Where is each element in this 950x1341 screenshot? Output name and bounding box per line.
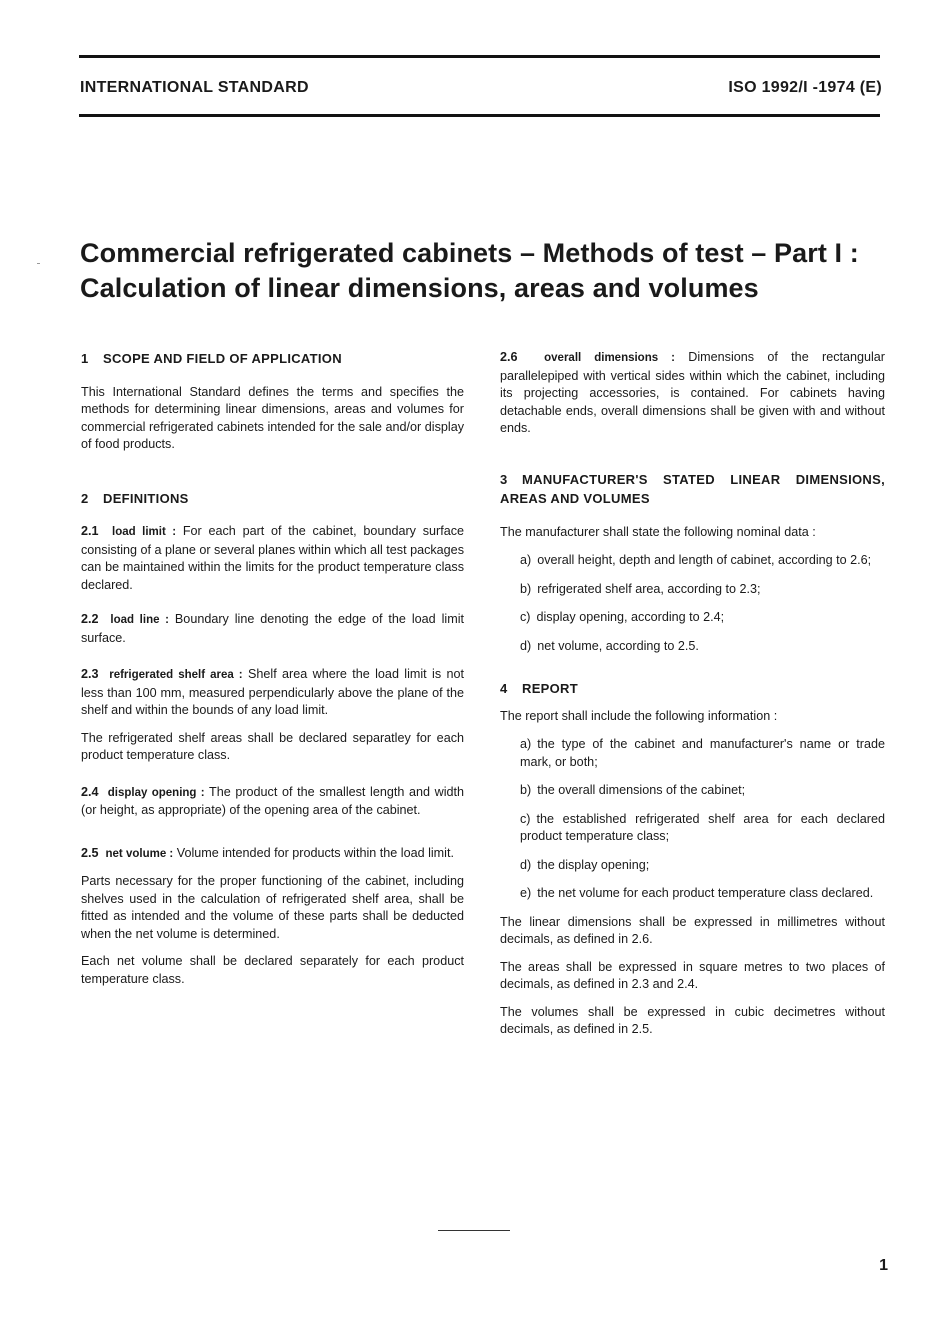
right-column	[500, 349, 885, 1049]
definition-text: The product of the smallest length and width (or height, as appropriate) of the opening area of the cabinet.	[81, 784, 465, 817]
list-item	[500, 609, 885, 627]
definition-text: Boundary line denoting the edge of the load limit surface.	[81, 612, 465, 645]
list-item	[500, 581, 885, 599]
list-item	[500, 638, 885, 656]
document-title	[80, 236, 900, 306]
definition-2-4	[81, 784, 464, 820]
linear-dimensions-paragraph: The linear dimensions shall be expressed in millimetres without decimals, as defined in 2.6.	[500, 914, 885, 946]
section-title: SCOPE AND FIELD OF APPLICATION	[103, 351, 342, 366]
list-label: d)	[520, 857, 532, 872]
list-label: b)	[520, 581, 532, 596]
section-4-intro: The report shall include the following information :	[500, 708, 778, 723]
standard-type-label: INTERNATIONAL STANDARD	[80, 79, 309, 96]
list-label: d)	[520, 638, 532, 653]
page-number: 1	[879, 1257, 888, 1274]
defined-term: load limit :	[112, 526, 177, 538]
list-text: overall height, depth and length of cabinet, according to 2.6;	[537, 553, 872, 567]
section-4-heading	[500, 680, 885, 698]
defined-term: net volume :	[105, 847, 174, 860]
list-text: the net volume for each product temperature class declared.	[537, 886, 874, 900]
definition-2-3	[81, 666, 464, 720]
definition-text: Dimensions of the rectangular parallelepiped with vertical sides within which the cabinet, including its projecting accessories, is contained. For cabinets having detachable ends, overall dimensions shall be given with and without ends.	[500, 350, 886, 435]
clause-number: 2.6	[500, 350, 518, 364]
clause-number: 2.2	[81, 612, 99, 626]
defined-term: overall dimensions :	[544, 352, 675, 364]
scan-speck	[37, 263, 40, 264]
volumes-paragraph: The volumes shall be expressed in cubic decimetres without decimals, as defined in 2.5.	[500, 1004, 885, 1036]
header-bottom-rule	[79, 114, 880, 117]
list-label: c)	[520, 811, 531, 826]
list-item	[500, 782, 885, 800]
section-number: 2	[81, 490, 89, 506]
list-label: a)	[520, 737, 532, 751]
defined-term: refrigerated shelf area :	[109, 669, 243, 681]
list-text: refrigerated shelf area, according to 2.3;	[537, 581, 761, 596]
definition-2-5-note-1: Parts necessary for the proper functioning of the cabinet, including shelves used in the calculation of refrigerated shelf area, shall be fitted as intended and the volume of these parts shall be deducted when the net volume is determined.	[81, 874, 464, 941]
defined-term: display opening :	[107, 786, 205, 799]
section-3-intro: The manufacturer shall state the following nominal data :	[500, 524, 816, 539]
definition-2-5-note-2: Each net volume shall be declared separately for each product temperature class.	[81, 954, 464, 986]
section-number: 1	[81, 351, 89, 366]
defined-term: load line :	[110, 614, 169, 626]
definition-2-3-note: The refrigerated shelf areas shall be declared separatley for each product temperature class.	[81, 730, 464, 762]
header-top-rule	[79, 55, 880, 58]
list-item	[500, 552, 885, 570]
section-1-paragraph: This International Standard defines the terms and specifies the methods for determining linear dimensions, areas and volumes for commercial refrigerated cabinets intended for the sale and/or display of food products.	[81, 384, 464, 451]
section-1-heading	[81, 350, 464, 368]
definition-2-1	[81, 523, 464, 594]
list-text: the overall dimensions of the cabinet;	[537, 783, 746, 797]
title-line-2: Calculation of linear dimensions, areas and volumes	[80, 273, 759, 303]
clause-number: 2.1	[81, 524, 99, 538]
section-number: 4	[500, 681, 508, 696]
clause-number: 2.4	[81, 784, 99, 799]
section-title: MANUFACTURER'S STATED LINEAR DIMENSIONS, AREAS AND VOLUMES	[500, 471, 885, 506]
section-title: REPORT	[522, 681, 578, 696]
list-text: net volume, according to 2.5.	[537, 638, 699, 653]
list-label: a)	[520, 553, 532, 567]
left-column	[81, 350, 464, 998]
section-3-heading	[500, 470, 885, 508]
title-line-1: Commercial refrigerated cabinets – Methods of test – Part I :	[80, 238, 859, 268]
list-text: display opening, according to 2.4;	[536, 610, 725, 624]
definition-text: For each part of the cabinet, boundary surface consisting of a plane or several planes within which all test packages can be maintained within the limits for the product temperature class declared.	[81, 524, 465, 592]
list-label: b)	[520, 783, 532, 797]
list-label: c)	[520, 610, 531, 624]
section-number: 3	[500, 471, 508, 487]
list-item	[500, 885, 885, 903]
definition-text: Shelf area where the load limit is not less than 100 mm, measured perpendicularly above the plane of the shelf and within the bounds of any load limit.	[81, 667, 464, 717]
section-2-heading	[81, 490, 464, 508]
section-title: DEFINITIONS	[103, 490, 189, 506]
definition-2-5	[81, 845, 464, 864]
list-text: the type of the cabinet and manufacturer's name or trade mark, or both;	[520, 737, 885, 769]
list-item	[500, 811, 885, 846]
list-text: the display opening;	[537, 857, 650, 872]
definition-2-6	[500, 349, 885, 438]
list-item	[500, 736, 885, 771]
definition-text: Volume intended for products within the load limit.	[173, 845, 454, 860]
footer-rule	[438, 1230, 510, 1231]
list-label: e)	[520, 886, 532, 900]
clause-number: 2.3	[81, 667, 99, 681]
areas-paragraph: The areas shall be expressed in square metres to two places of decimals, as defined in 2.3 and 2.4.	[500, 959, 885, 991]
definition-2-2	[81, 611, 464, 647]
standard-number: ISO 1992/I -1974 (E)	[728, 79, 882, 96]
list-text: the established refrigerated shelf area for each declared product temperature class;	[520, 811, 885, 843]
list-item	[500, 857, 885, 875]
clause-number: 2.5	[81, 845, 99, 860]
